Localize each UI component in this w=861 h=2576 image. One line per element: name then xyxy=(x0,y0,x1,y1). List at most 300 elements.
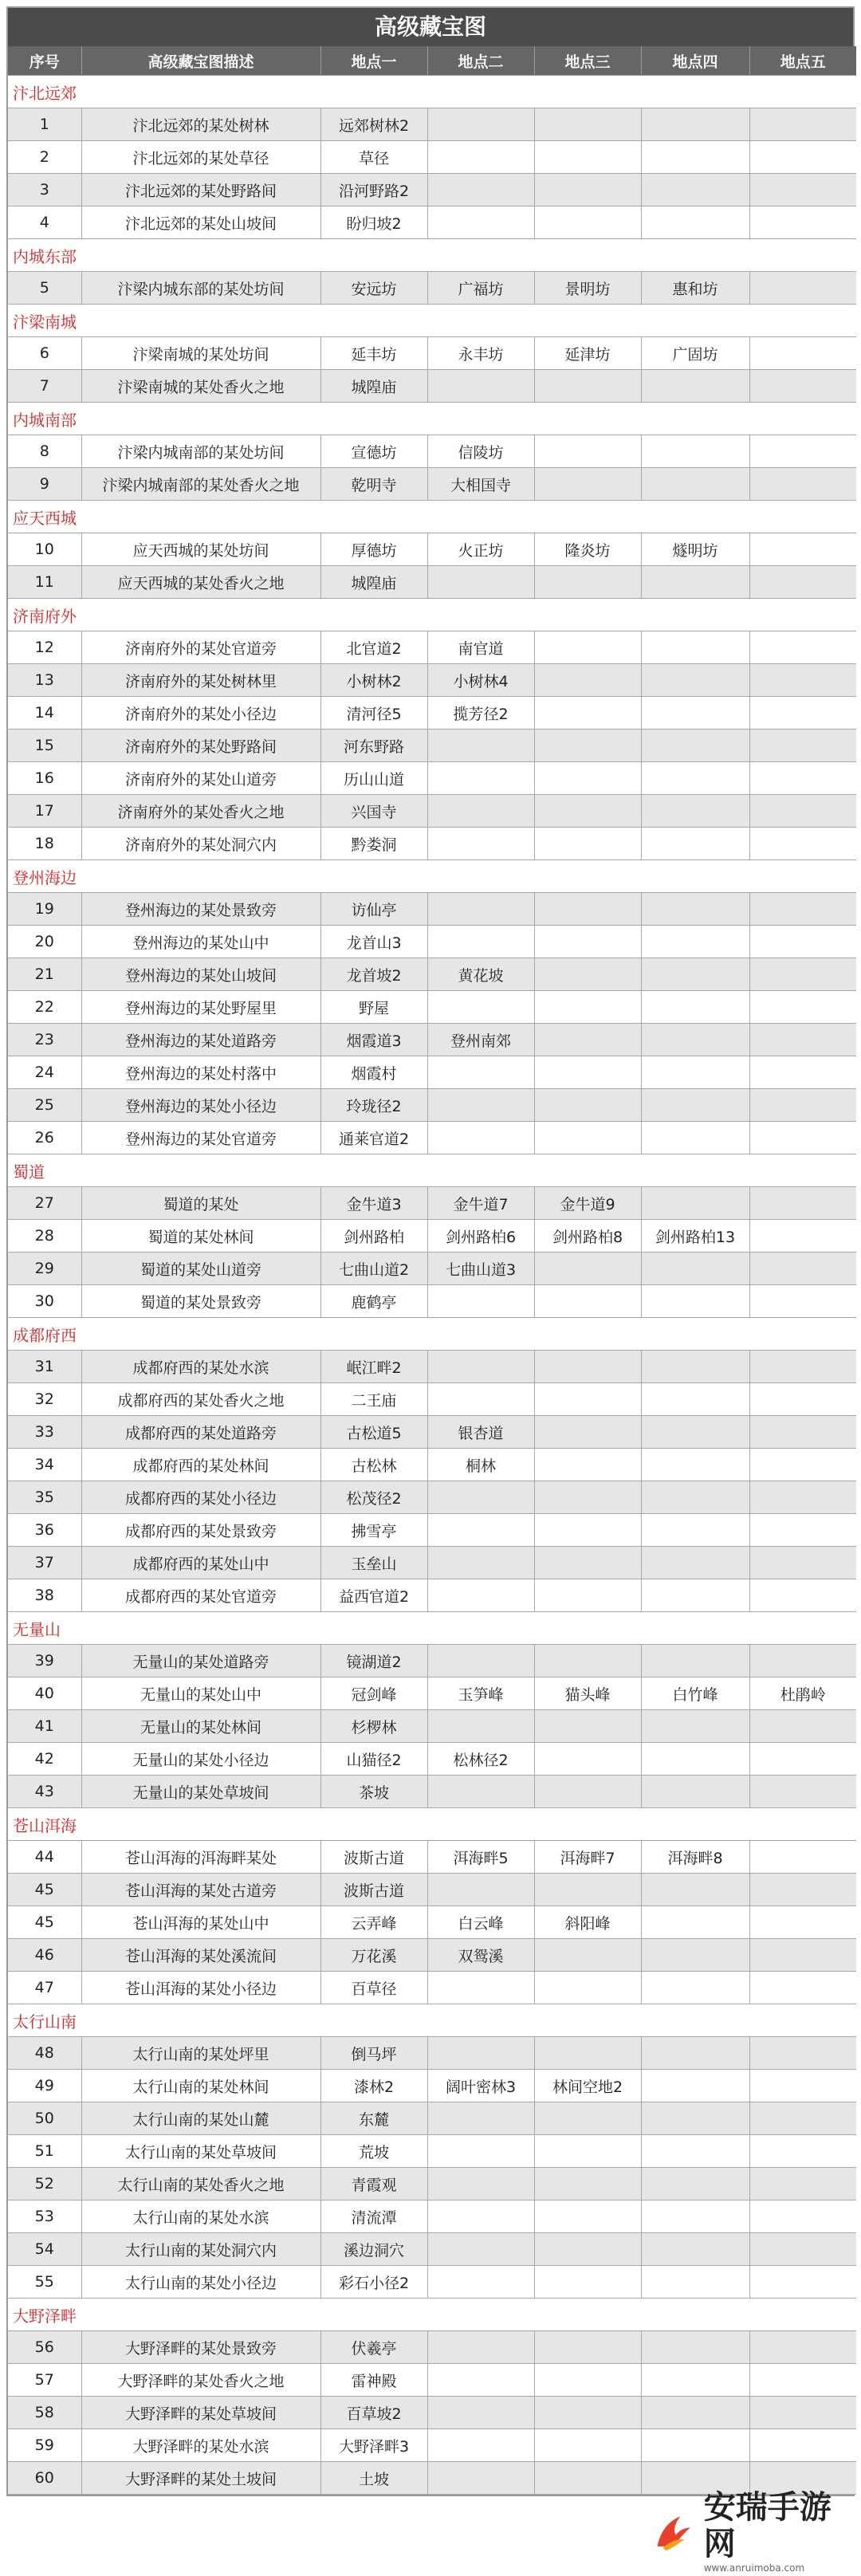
cell-location-2 xyxy=(427,1056,534,1089)
cell-index: 57 xyxy=(8,2364,81,2397)
cell-location-3 xyxy=(534,1285,641,1318)
cell-location-5 xyxy=(749,2102,856,2135)
cell-location-5 xyxy=(749,2266,856,2299)
cell-location-5 xyxy=(749,1089,856,1122)
cell-location-2: 玉笋峰 xyxy=(427,1677,534,1710)
cell-location-2: 黄花坡 xyxy=(427,958,534,991)
cell-location-3 xyxy=(534,631,641,664)
cell-index: 29 xyxy=(8,1253,81,1285)
cell-description: 登州海边的某处村落中 xyxy=(81,1056,320,1089)
table-row xyxy=(8,2429,856,2462)
cell-location-2 xyxy=(427,926,534,958)
cell-location-3 xyxy=(534,2331,641,2364)
cell-description: 无量山的某处草坡间 xyxy=(81,1776,320,1808)
cell-location-2 xyxy=(427,1514,534,1547)
cell-location-4 xyxy=(641,1089,749,1122)
cell-location-4: 白竹峰 xyxy=(641,1677,749,1710)
cell-index: 14 xyxy=(8,697,81,730)
cell-index: 59 xyxy=(8,2429,81,2462)
cell-location-4: 剑州路柏13 xyxy=(641,1220,749,1253)
cell-location-3: 隆炎坊 xyxy=(534,533,641,566)
table-row xyxy=(8,697,856,730)
section-label: 登州海边 xyxy=(8,860,856,893)
table-row xyxy=(8,2364,856,2397)
cell-index: 10 xyxy=(8,533,81,566)
table-row xyxy=(8,1514,856,1547)
cell-index: 22 xyxy=(8,991,81,1024)
cell-location-4 xyxy=(641,1874,749,1906)
table-row xyxy=(8,2200,856,2233)
table-row xyxy=(8,1056,856,1089)
cell-location-4 xyxy=(641,1351,749,1383)
cell-description: 蜀道的某处景致旁 xyxy=(81,1285,320,1318)
cell-location-4 xyxy=(641,108,749,141)
cell-location-2 xyxy=(427,1710,534,1743)
cell-location-1: 二王庙 xyxy=(320,1383,427,1416)
cell-location-1: 龙首山3 xyxy=(320,926,427,958)
cell-location-1: 乾明寺 xyxy=(320,468,427,501)
table-row xyxy=(8,1220,856,1253)
cell-location-5 xyxy=(749,141,856,174)
cell-location-5 xyxy=(749,2331,856,2364)
cell-location-2 xyxy=(427,991,534,1024)
cell-location-5 xyxy=(749,1743,856,1776)
cell-location-1: 烟霞道3 xyxy=(320,1024,427,1056)
section-label: 汴梁南城 xyxy=(8,305,856,337)
cell-location-1: 龙首坡2 xyxy=(320,958,427,991)
table-row xyxy=(8,206,856,239)
cell-description: 成都府西的某处山中 xyxy=(81,1547,320,1579)
cell-index: 12 xyxy=(8,631,81,664)
cell-location-5 xyxy=(749,631,856,664)
cell-description: 大野泽畔的某处景致旁 xyxy=(81,2331,320,2364)
table-row xyxy=(8,370,856,403)
section-row xyxy=(8,599,856,631)
cell-description: 太行山南的某处水滨 xyxy=(81,2200,320,2233)
cell-location-2 xyxy=(427,1351,534,1383)
cell-location-5 xyxy=(749,1645,856,1677)
treasure-map-table-page xyxy=(6,6,855,2496)
cell-location-3 xyxy=(534,1481,641,1514)
cell-location-1: 百草坡2 xyxy=(320,2397,427,2429)
cell-location-2 xyxy=(427,2037,534,2070)
cell-location-1: 盼归坡2 xyxy=(320,206,427,239)
cell-location-4 xyxy=(641,2070,749,2102)
cell-location-5 xyxy=(749,1710,856,1743)
cell-location-2 xyxy=(427,1481,534,1514)
cell-location-1: 冠剑峰 xyxy=(320,1677,427,1710)
cell-location-4: 惠和坊 xyxy=(641,272,749,305)
cell-location-1: 岷江畔2 xyxy=(320,1351,427,1383)
cell-location-4 xyxy=(641,1514,749,1547)
cell-location-1: 小树林2 xyxy=(320,664,427,697)
cell-location-5 xyxy=(749,762,856,795)
cell-location-4 xyxy=(641,795,749,828)
section-label: 汴北远郊 xyxy=(8,76,856,108)
cell-location-1: 远郊树林2 xyxy=(320,108,427,141)
cell-location-3: 剑州路柏8 xyxy=(534,1220,641,1253)
cell-description: 大野泽畔的某处草坡间 xyxy=(81,2397,320,2429)
cell-location-4 xyxy=(641,1253,749,1285)
section-label: 大野泽畔 xyxy=(8,2299,856,2331)
cell-location-4 xyxy=(641,828,749,860)
cell-location-5 xyxy=(749,1351,856,1383)
cell-description: 汴梁南城的某处香火之地 xyxy=(81,370,320,403)
watermark-name: 安瑞手游网 xyxy=(703,2488,832,2562)
cell-location-3 xyxy=(534,1416,641,1449)
cell-location-1: 金牛道3 xyxy=(320,1187,427,1220)
table-row xyxy=(8,1416,856,1449)
cell-location-4 xyxy=(641,730,749,762)
cell-location-2: 银杏道 xyxy=(427,1416,534,1449)
cell-location-3 xyxy=(534,664,641,697)
cell-index: 58 xyxy=(8,2397,81,2429)
cell-description: 苍山洱海的某处溪流间 xyxy=(81,1939,320,1972)
section-label: 无量山 xyxy=(8,1612,856,1645)
cell-location-5 xyxy=(749,435,856,468)
cell-location-2 xyxy=(427,2266,534,2299)
cell-location-5 xyxy=(749,1449,856,1481)
cell-index: 51 xyxy=(8,2135,81,2168)
section-row xyxy=(8,1612,856,1645)
cell-index: 28 xyxy=(8,1220,81,1253)
cell-index: 41 xyxy=(8,1710,81,1743)
cell-location-2 xyxy=(427,2135,534,2168)
table-row xyxy=(8,1547,856,1579)
cell-location-2: 剑州路柏6 xyxy=(427,1220,534,1253)
cell-location-4 xyxy=(641,1645,749,1677)
cell-location-2: 揽芳径2 xyxy=(427,697,534,730)
cell-index: 38 xyxy=(8,1579,81,1612)
cell-location-4 xyxy=(641,1449,749,1481)
cell-description: 成都府西的某处水滨 xyxy=(81,1351,320,1383)
table-row xyxy=(8,1743,856,1776)
cell-location-2: 桐林 xyxy=(427,1449,534,1481)
cell-location-2 xyxy=(427,2331,534,2364)
cell-index: 54 xyxy=(8,2233,81,2266)
cell-location-4 xyxy=(641,1776,749,1808)
table-row xyxy=(8,631,856,664)
cell-location-4: 洱海畔8 xyxy=(641,1841,749,1874)
cell-index: 18 xyxy=(8,828,81,860)
cell-location-5 xyxy=(749,1122,856,1154)
cell-location-2 xyxy=(427,730,534,762)
cell-location-3 xyxy=(534,1351,641,1383)
cell-description: 苍山洱海的某处山中 xyxy=(81,1906,320,1939)
cell-location-4 xyxy=(641,2135,749,2168)
cell-location-3 xyxy=(534,2233,641,2266)
cell-location-5 xyxy=(749,991,856,1024)
cell-location-3 xyxy=(534,435,641,468)
cell-location-1: 访仙亭 xyxy=(320,893,427,926)
cell-location-3 xyxy=(534,893,641,926)
cell-location-1: 镜湖道2 xyxy=(320,1645,427,1677)
cell-location-3 xyxy=(534,1579,641,1612)
section-label: 太行山南 xyxy=(8,2004,856,2037)
cell-description: 无量山的某处小径边 xyxy=(81,1743,320,1776)
cell-description: 登州海边的某处道路旁 xyxy=(81,1024,320,1056)
cell-location-3 xyxy=(534,1743,641,1776)
cell-location-2: 小树林4 xyxy=(427,664,534,697)
cell-location-3 xyxy=(534,2364,641,2397)
cell-description: 济南府外的某处树林里 xyxy=(81,664,320,697)
cell-description: 太行山南的某处林间 xyxy=(81,2070,320,2102)
cell-location-5 xyxy=(749,2070,856,2102)
cell-location-4 xyxy=(641,1416,749,1449)
cell-index: 27 xyxy=(8,1187,81,1220)
cell-location-3: 金牛道9 xyxy=(534,1187,641,1220)
table-row xyxy=(8,1449,856,1481)
cell-location-5 xyxy=(749,958,856,991)
cell-location-1: 宣德坊 xyxy=(320,435,427,468)
cell-location-3 xyxy=(534,141,641,174)
cell-index: 19 xyxy=(8,893,81,926)
cell-description: 登州海边的某处景致旁 xyxy=(81,893,320,926)
cell-location-4 xyxy=(641,1187,749,1220)
cell-index: 60 xyxy=(8,2462,81,2495)
cell-location-4 xyxy=(641,468,749,501)
table-row xyxy=(8,1972,856,2004)
cell-index: 34 xyxy=(8,1449,81,1481)
table-row xyxy=(8,828,856,860)
cell-location-5 xyxy=(749,1579,856,1612)
cell-location-4 xyxy=(641,1024,749,1056)
cell-location-4 xyxy=(641,174,749,206)
section-row xyxy=(8,1154,856,1187)
cell-location-2: 白云峰 xyxy=(427,1906,534,1939)
cell-description: 成都府西的某处香火之地 xyxy=(81,1383,320,1416)
cell-location-1: 益西官道2 xyxy=(320,1579,427,1612)
cell-index: 47 xyxy=(8,1972,81,2004)
cell-location-2 xyxy=(427,795,534,828)
cell-description: 太行山南的某处香火之地 xyxy=(81,2168,320,2200)
cell-location-3: 洱海畔7 xyxy=(534,1841,641,1874)
cell-location-5 xyxy=(749,1416,856,1449)
table-row xyxy=(8,566,856,599)
cell-location-4 xyxy=(641,926,749,958)
cell-location-4 xyxy=(641,1972,749,2004)
cell-location-1: 东麓 xyxy=(320,2102,427,2135)
cell-location-5 xyxy=(749,1939,856,1972)
cell-location-2: 金牛道7 xyxy=(427,1187,534,1220)
cell-location-1: 倒马坪 xyxy=(320,2037,427,2070)
cell-description: 太行山南的某处洞穴内 xyxy=(81,2233,320,2266)
cell-location-4 xyxy=(641,2397,749,2429)
section-row xyxy=(8,1318,856,1351)
table-row xyxy=(8,1351,856,1383)
cell-location-2 xyxy=(427,1776,534,1808)
cell-location-3: 林间空地2 xyxy=(534,2070,641,2102)
cell-index: 31 xyxy=(8,1351,81,1383)
cell-location-3: 景明坊 xyxy=(534,272,641,305)
cell-location-2: 登州南郊 xyxy=(427,1024,534,1056)
cell-description: 济南府外的某处山道旁 xyxy=(81,762,320,795)
cell-location-3 xyxy=(534,1253,641,1285)
cell-description: 成都府西的某处景致旁 xyxy=(81,1514,320,1547)
cell-location-4 xyxy=(641,2233,749,2266)
cell-description: 应天西城的某处香火之地 xyxy=(81,566,320,599)
cell-index: 43 xyxy=(8,1776,81,1808)
cell-location-5 xyxy=(749,664,856,697)
cell-location-1: 沿河野路2 xyxy=(320,174,427,206)
cell-index: 52 xyxy=(8,2168,81,2200)
cell-location-3 xyxy=(534,2462,641,2495)
table-row xyxy=(8,795,856,828)
cell-location-1: 厚德坊 xyxy=(320,533,427,566)
cell-location-4 xyxy=(641,1710,749,1743)
cell-index: 49 xyxy=(8,2070,81,2102)
table-row xyxy=(8,2397,856,2429)
table-row xyxy=(8,1874,856,1906)
watermark-url: www.anruimoba.com xyxy=(703,2562,805,2574)
cell-location-3 xyxy=(534,991,641,1024)
table-row xyxy=(8,893,856,926)
cell-index: 32 xyxy=(8,1383,81,1416)
table-row xyxy=(8,174,856,206)
header-row xyxy=(8,46,856,76)
cell-location-1: 鹿鹤亭 xyxy=(320,1285,427,1318)
cell-location-2 xyxy=(427,893,534,926)
cell-location-4 xyxy=(641,664,749,697)
cell-description: 蜀道的某处林间 xyxy=(81,1220,320,1253)
cell-location-2 xyxy=(427,2102,534,2135)
table-row xyxy=(8,1841,856,1874)
section-label: 应天西城 xyxy=(8,501,856,533)
cell-location-1: 古松道5 xyxy=(320,1416,427,1449)
cell-location-5 xyxy=(749,1383,856,1416)
header-index: 序号 xyxy=(8,46,81,76)
cell-location-1: 野屋 xyxy=(320,991,427,1024)
cell-location-1: 城隍庙 xyxy=(320,370,427,403)
cell-location-2 xyxy=(427,2168,534,2200)
cell-location-3 xyxy=(534,762,641,795)
cell-location-5 xyxy=(749,2037,856,2070)
cell-location-1: 安远坊 xyxy=(320,272,427,305)
table-row xyxy=(8,958,856,991)
cell-location-2 xyxy=(427,2462,534,2495)
cell-location-5 xyxy=(749,370,856,403)
cell-location-1: 延丰坊 xyxy=(320,337,427,370)
cell-description: 济南府外的某处香火之地 xyxy=(81,795,320,828)
cell-location-4 xyxy=(641,566,749,599)
cell-description: 太行山南的某处草坡间 xyxy=(81,2135,320,2168)
cell-location-3 xyxy=(534,828,641,860)
cell-location-2 xyxy=(427,370,534,403)
cell-location-1: 茶坡 xyxy=(320,1776,427,1808)
table-row xyxy=(8,2266,856,2299)
cell-location-2: 火正坊 xyxy=(427,533,534,566)
cell-location-1: 草径 xyxy=(320,141,427,174)
cell-description: 苍山洱海的某处古道旁 xyxy=(81,1874,320,1906)
table-row xyxy=(8,1579,856,1612)
cell-location-3 xyxy=(534,1383,641,1416)
cell-location-4 xyxy=(641,435,749,468)
cell-location-2: 双鸳溪 xyxy=(427,1939,534,1972)
cell-location-1: 历山山道 xyxy=(320,762,427,795)
cell-location-5 xyxy=(749,2429,856,2462)
table-row xyxy=(8,664,856,697)
section-label: 内城南部 xyxy=(8,403,856,435)
cell-location-2 xyxy=(427,108,534,141)
cell-location-1: 荒坡 xyxy=(320,2135,427,2168)
table-row xyxy=(8,2037,856,2070)
cell-location-4: 广固坊 xyxy=(641,337,749,370)
cell-location-3 xyxy=(534,730,641,762)
cell-index: 13 xyxy=(8,664,81,697)
cell-index: 35 xyxy=(8,1481,81,1514)
cell-index: 50 xyxy=(8,2102,81,2135)
cell-location-5 xyxy=(749,1056,856,1089)
section-row xyxy=(8,2299,856,2331)
phoenix-logo-icon xyxy=(647,2503,698,2559)
cell-location-5 xyxy=(749,1187,856,1220)
cell-location-5 xyxy=(749,533,856,566)
cell-location-5 xyxy=(749,2168,856,2200)
section-row xyxy=(8,501,856,533)
table-row xyxy=(8,762,856,795)
cell-location-4 xyxy=(641,762,749,795)
cell-location-4 xyxy=(641,1579,749,1612)
cell-location-3 xyxy=(534,1939,641,1972)
cell-location-3 xyxy=(534,370,641,403)
cell-location-5 xyxy=(749,337,856,370)
cell-index: 37 xyxy=(8,1547,81,1579)
section-label: 内城东部 xyxy=(8,239,856,272)
cell-description: 登州海边的某处山坡间 xyxy=(81,958,320,991)
cell-location-1: 兴国寺 xyxy=(320,795,427,828)
cell-location-2 xyxy=(427,174,534,206)
cell-location-1: 七曲山道2 xyxy=(320,1253,427,1285)
cell-index: 23 xyxy=(8,1024,81,1056)
cell-description: 无量山的某处山中 xyxy=(81,1677,320,1710)
cell-index: 44 xyxy=(8,1841,81,1874)
cell-index: 53 xyxy=(8,2200,81,2233)
cell-location-2 xyxy=(427,1579,534,1612)
cell-location-4 xyxy=(641,2102,749,2135)
cell-index: 45 xyxy=(8,1874,81,1906)
table-row xyxy=(8,2168,856,2200)
table-row xyxy=(8,1710,856,1743)
cell-location-1: 松茂径2 xyxy=(320,1481,427,1514)
cell-location-3 xyxy=(534,2429,641,2462)
table-row xyxy=(8,1253,856,1285)
cell-description: 汴北远郊的某处树林 xyxy=(81,108,320,141)
header-description: 高级藏宝图描述 xyxy=(81,46,320,76)
cell-location-3: 斜阳峰 xyxy=(534,1906,641,1939)
table-row xyxy=(8,1122,856,1154)
cell-location-3 xyxy=(534,1122,641,1154)
cell-description: 成都府西的某处小径边 xyxy=(81,1481,320,1514)
table-title: 高级藏宝图 xyxy=(8,8,853,46)
cell-location-2 xyxy=(427,206,534,239)
table-row xyxy=(8,1906,856,1939)
cell-description: 蜀道的某处山道旁 xyxy=(81,1253,320,1285)
cell-location-1: 雷神殿 xyxy=(320,2364,427,2397)
cell-location-5 xyxy=(749,2397,856,2429)
cell-location-3 xyxy=(534,1449,641,1481)
cell-location-5 xyxy=(749,1481,856,1514)
table-body xyxy=(8,76,856,2495)
cell-location-4 xyxy=(641,958,749,991)
cell-location-1: 剑州路柏 xyxy=(320,1220,427,1253)
cell-location-3 xyxy=(534,2102,641,2135)
cell-description: 汴北远郊的某处山坡间 xyxy=(81,206,320,239)
cell-location-3 xyxy=(534,2037,641,2070)
cell-location-1: 百草径 xyxy=(320,1972,427,2004)
section-label: 成都府西 xyxy=(8,1318,856,1351)
cell-location-5 xyxy=(749,697,856,730)
table-row xyxy=(8,1089,856,1122)
